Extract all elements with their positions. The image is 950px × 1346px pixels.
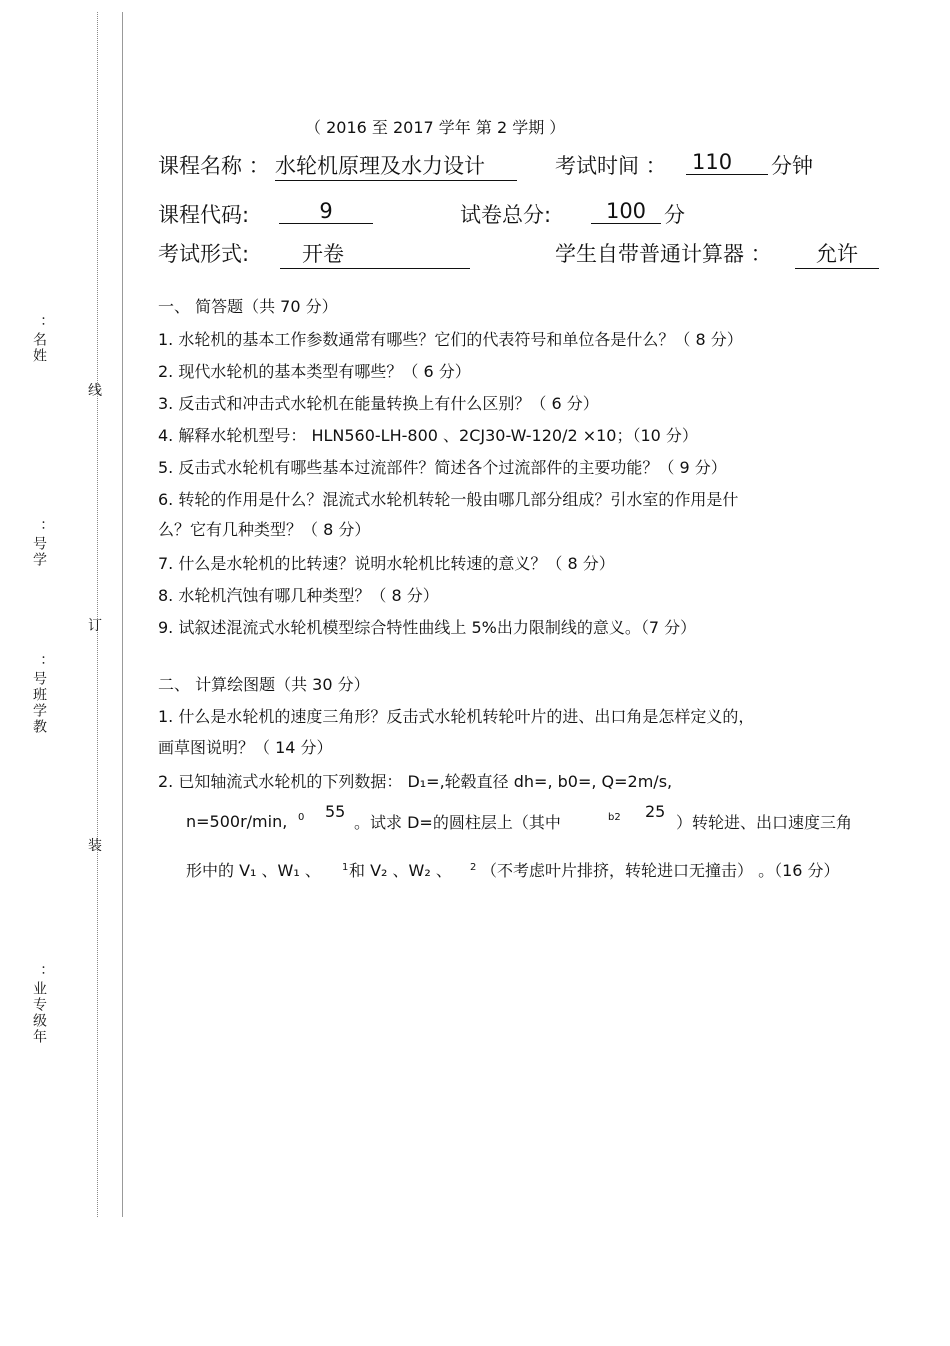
q2-line2-55: 55 (325, 802, 346, 821)
exam-time-label: 考试时间 ： (555, 154, 667, 178)
q2-line3-c: 和 V₂ 、W₂ 、 (349, 861, 452, 880)
total-score-field (591, 199, 661, 224)
section1-question-2: 2. 现代水轮机的基本类型有哪些？（ 6 分） (158, 362, 471, 381)
q2-line2-25: 25 (645, 802, 666, 821)
q2-line3-sub1: 1 (342, 862, 349, 873)
margin-name-label: ：名姓 (31, 316, 47, 364)
section2-title: 二、 计算绘图题（共 30 分） (158, 675, 370, 694)
calculator-label: 学生自带普通计算器 ： (555, 242, 772, 266)
section1-question-8: 8. 水轮机汽蚀有哪几种类型？（ 8 分） (158, 586, 439, 605)
q2-line3-tail: （不考虑叶片排挤，转轮进口无撞击） 。（16 分） (481, 861, 840, 880)
exam-time-value: 110 (686, 150, 768, 175)
course-code-label: 课程代码: (158, 203, 250, 227)
calculator-value: 允许 (795, 238, 879, 269)
section1-question-9: 9. 试叙述混流式水轮机模型综合特性曲线上 5%出力限制线的意义。（7 分） (158, 618, 697, 637)
exam-time-field (686, 150, 768, 175)
course-name-value: 水轮机原理及水力设计 (275, 150, 517, 181)
q2-line3-sub2: 2 (470, 862, 477, 873)
section2-question-1b: 画草图说明？（ 14 分） (158, 738, 333, 757)
total-score-unit: 分 (664, 203, 685, 227)
term-line: （ 2016 至 2017 学年 第 2 学期 ） (305, 118, 566, 137)
margin-id-label: ：号学 (31, 520, 47, 568)
q2-line2-text: 。试求 D=的圆柱层上（其中 (354, 813, 561, 832)
section1-question-6a: 6. 转轮的作用是什么？混流式水轮机转轮一般由哪几部分组成？引水室的作用是什 (158, 490, 739, 509)
q2-line2-n: n=500r/min, (186, 812, 288, 831)
q2-line2-subb2: b2 (608, 812, 621, 823)
course-code-value: 9 (279, 199, 373, 224)
q2-line2-tail: ）转轮进、出口速度三角 (676, 813, 853, 832)
margin-class-label: ：号班学教 (31, 655, 47, 735)
section1-question-4: 4. 解释水轮机型号： HLN560-LH-800 、2CJ30-W-120/2 ×10；（10 分） (158, 426, 698, 445)
section1-question-1: 1. 水轮机的基本工作参数通常有哪些？它们的代表符号和单位各是什么？（ 8 分） (158, 330, 743, 349)
total-score-value: 100 (591, 199, 661, 224)
q2-line3-a: 形中的 V₁ 、W₁ 、 (186, 861, 321, 880)
section2-question-1a: 1. 什么是水轮机的速度三角形？反击式水轮机转轮叶片的进、出口角是怎样定义的， (158, 707, 755, 726)
course-name-label: 课程名称 ： (158, 154, 270, 178)
margin-major-label: ：业专级年 (31, 965, 47, 1045)
section1-title: 一、 简答题（共 70 分） (158, 297, 338, 316)
margin-bind-char-3: 装 (88, 838, 102, 854)
section2-question-2a: 2. 已知轴流式水轮机的下列数据： D₁=,轮毂直径 dh=, b0=, Q=2m/s, (158, 772, 673, 791)
binding-line-solid (122, 12, 123, 1217)
margin-bind-char-2: 订 (88, 618, 102, 634)
section1-question-5: 5. 反击式水轮机有哪些基本过流部件？简述各个过流部件的主要功能？（ 9 分） (158, 458, 727, 477)
section1-question-3: 3. 反击式和冲击式水轮机在能量转换上有什么区别？（ 6 分） (158, 394, 599, 413)
section1-question-6b: 么？它有几种类型？（ 8 分） (158, 520, 371, 539)
total-score-label: 试卷总分: (460, 203, 552, 227)
margin-bind-char-1: 线 (88, 383, 102, 399)
exam-form-field (280, 238, 470, 269)
calculator-field (795, 238, 879, 269)
exam-time-unit: 分钟 (771, 154, 813, 178)
section1-question-7: 7. 什么是水轮机的比转速？说明水轮机比转速的意义？（ 8 分） (158, 554, 615, 573)
course-name-field (275, 150, 517, 181)
exam-form-value: 开卷 (280, 238, 470, 269)
course-code-field (279, 199, 373, 224)
exam-form-label: 考试形式: (158, 242, 250, 266)
q2-line2-sub0: 0 (298, 812, 305, 823)
